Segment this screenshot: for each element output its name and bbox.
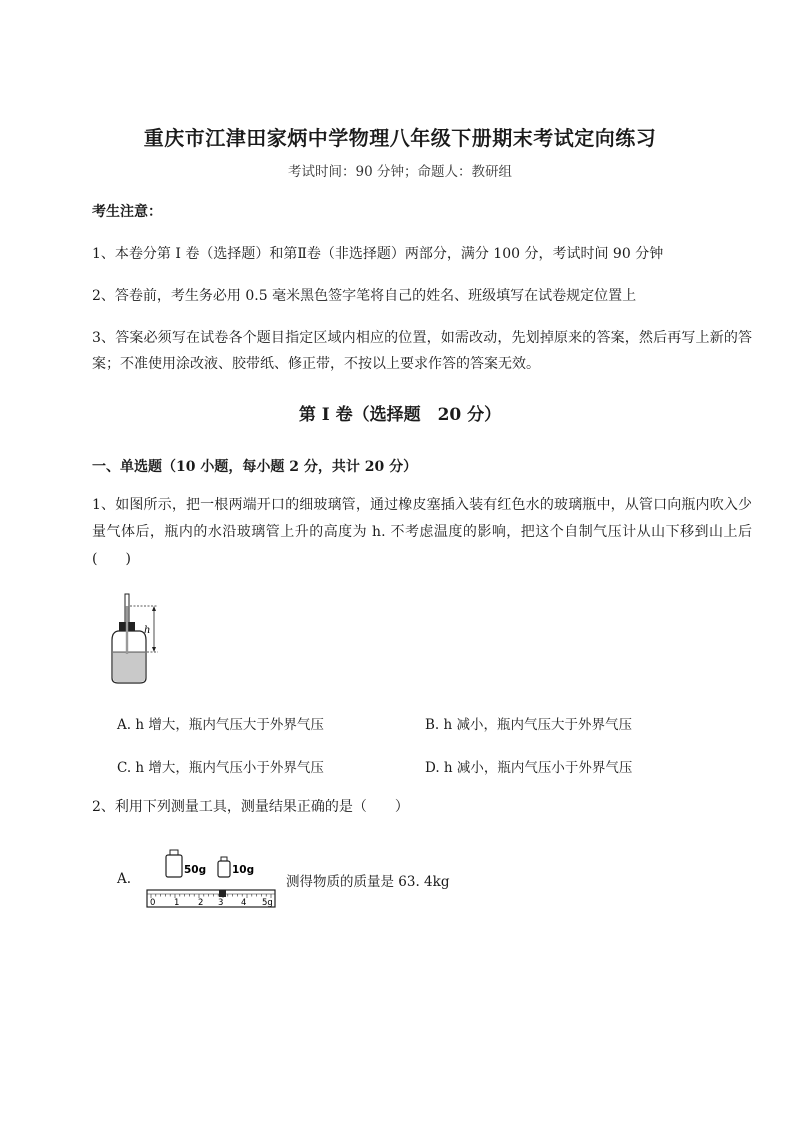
tick-label: 2 (198, 898, 204, 908)
h-label: h (144, 625, 151, 636)
weight-10g (218, 861, 230, 877)
water (113, 652, 145, 682)
tick-label: 0 (150, 898, 156, 908)
option-d[interactable]: D. h 减小，瓶内气压小于外界气压 (425, 760, 633, 776)
part-heading: 一、单选题（10 小题，每小题 2 分，共计 20 分） (92, 459, 418, 475)
q2-option-a-label[interactable]: A. (117, 871, 132, 887)
rider (219, 890, 226, 897)
question-1-stem: 1、如图所示，把一根两端开口的细玻璃管，通过橡皮塞插入装有红色水的玻璃瓶中，从管口向瓶内吹入少量气体后，瓶内的水沿玻璃管上升的高度为 h. 不考虑温度的影响，把这个自制气压计从山下移到山上后( ) (92, 497, 752, 567)
barometer-figure (100, 592, 170, 688)
balance-figure (146, 848, 278, 910)
note-item: 2、答卷前，考生务必用 0.5 毫米黑色签字笔将自己的姓名、班级填写在试卷规定位置上 (92, 288, 637, 304)
tick-label: 5g (262, 898, 273, 908)
scale-beam (147, 890, 275, 907)
question-2-stem: 2、利用下列测量工具，测量结果正确的是（ ） (92, 799, 409, 815)
exam-info: 考试时间：90 分钟；命题人：教研组 (288, 164, 512, 180)
option-c[interactable]: C. h 增大，瓶内气压小于外界气压 (117, 760, 324, 776)
note-item: 1、本卷分第 I 卷（选择题）和第Ⅱ卷（非选择题）两部分，满分 100 分，考试时间 90 分钟 (92, 246, 664, 262)
tick-label: 3 (218, 898, 224, 908)
notes-heading: 考生注意： (92, 204, 162, 220)
option-a[interactable]: A. h 增大，瓶内气压大于外界气压 (117, 717, 324, 733)
tick-label: 1 (174, 898, 180, 908)
note-item: 3、答案必须写在试卷各个题目指定区域内相应的位置，如需改动，先划掉原来的答案，然后再写上新的答案；不准使用涂改液、胶带纸、修正带，不按以上要求作答的答案无效。 (92, 330, 752, 372)
q2-option-a-text: 测得物质的质量是 63. 4kg (286, 874, 450, 890)
weight-10g-label: 10g (232, 864, 255, 876)
page-title: 重庆市江津田家炳中学物理八年级下册期末考试定向练习 (143, 126, 657, 150)
option-b[interactable]: B. h 减小，瓶内气压大于外界气压 (425, 717, 632, 733)
weight-50g (166, 855, 182, 877)
tick-label: 4 (241, 898, 247, 908)
section-title: 第 I 卷（选择题 20 分） (298, 405, 502, 425)
weight-50g-label: 50g (184, 864, 207, 876)
